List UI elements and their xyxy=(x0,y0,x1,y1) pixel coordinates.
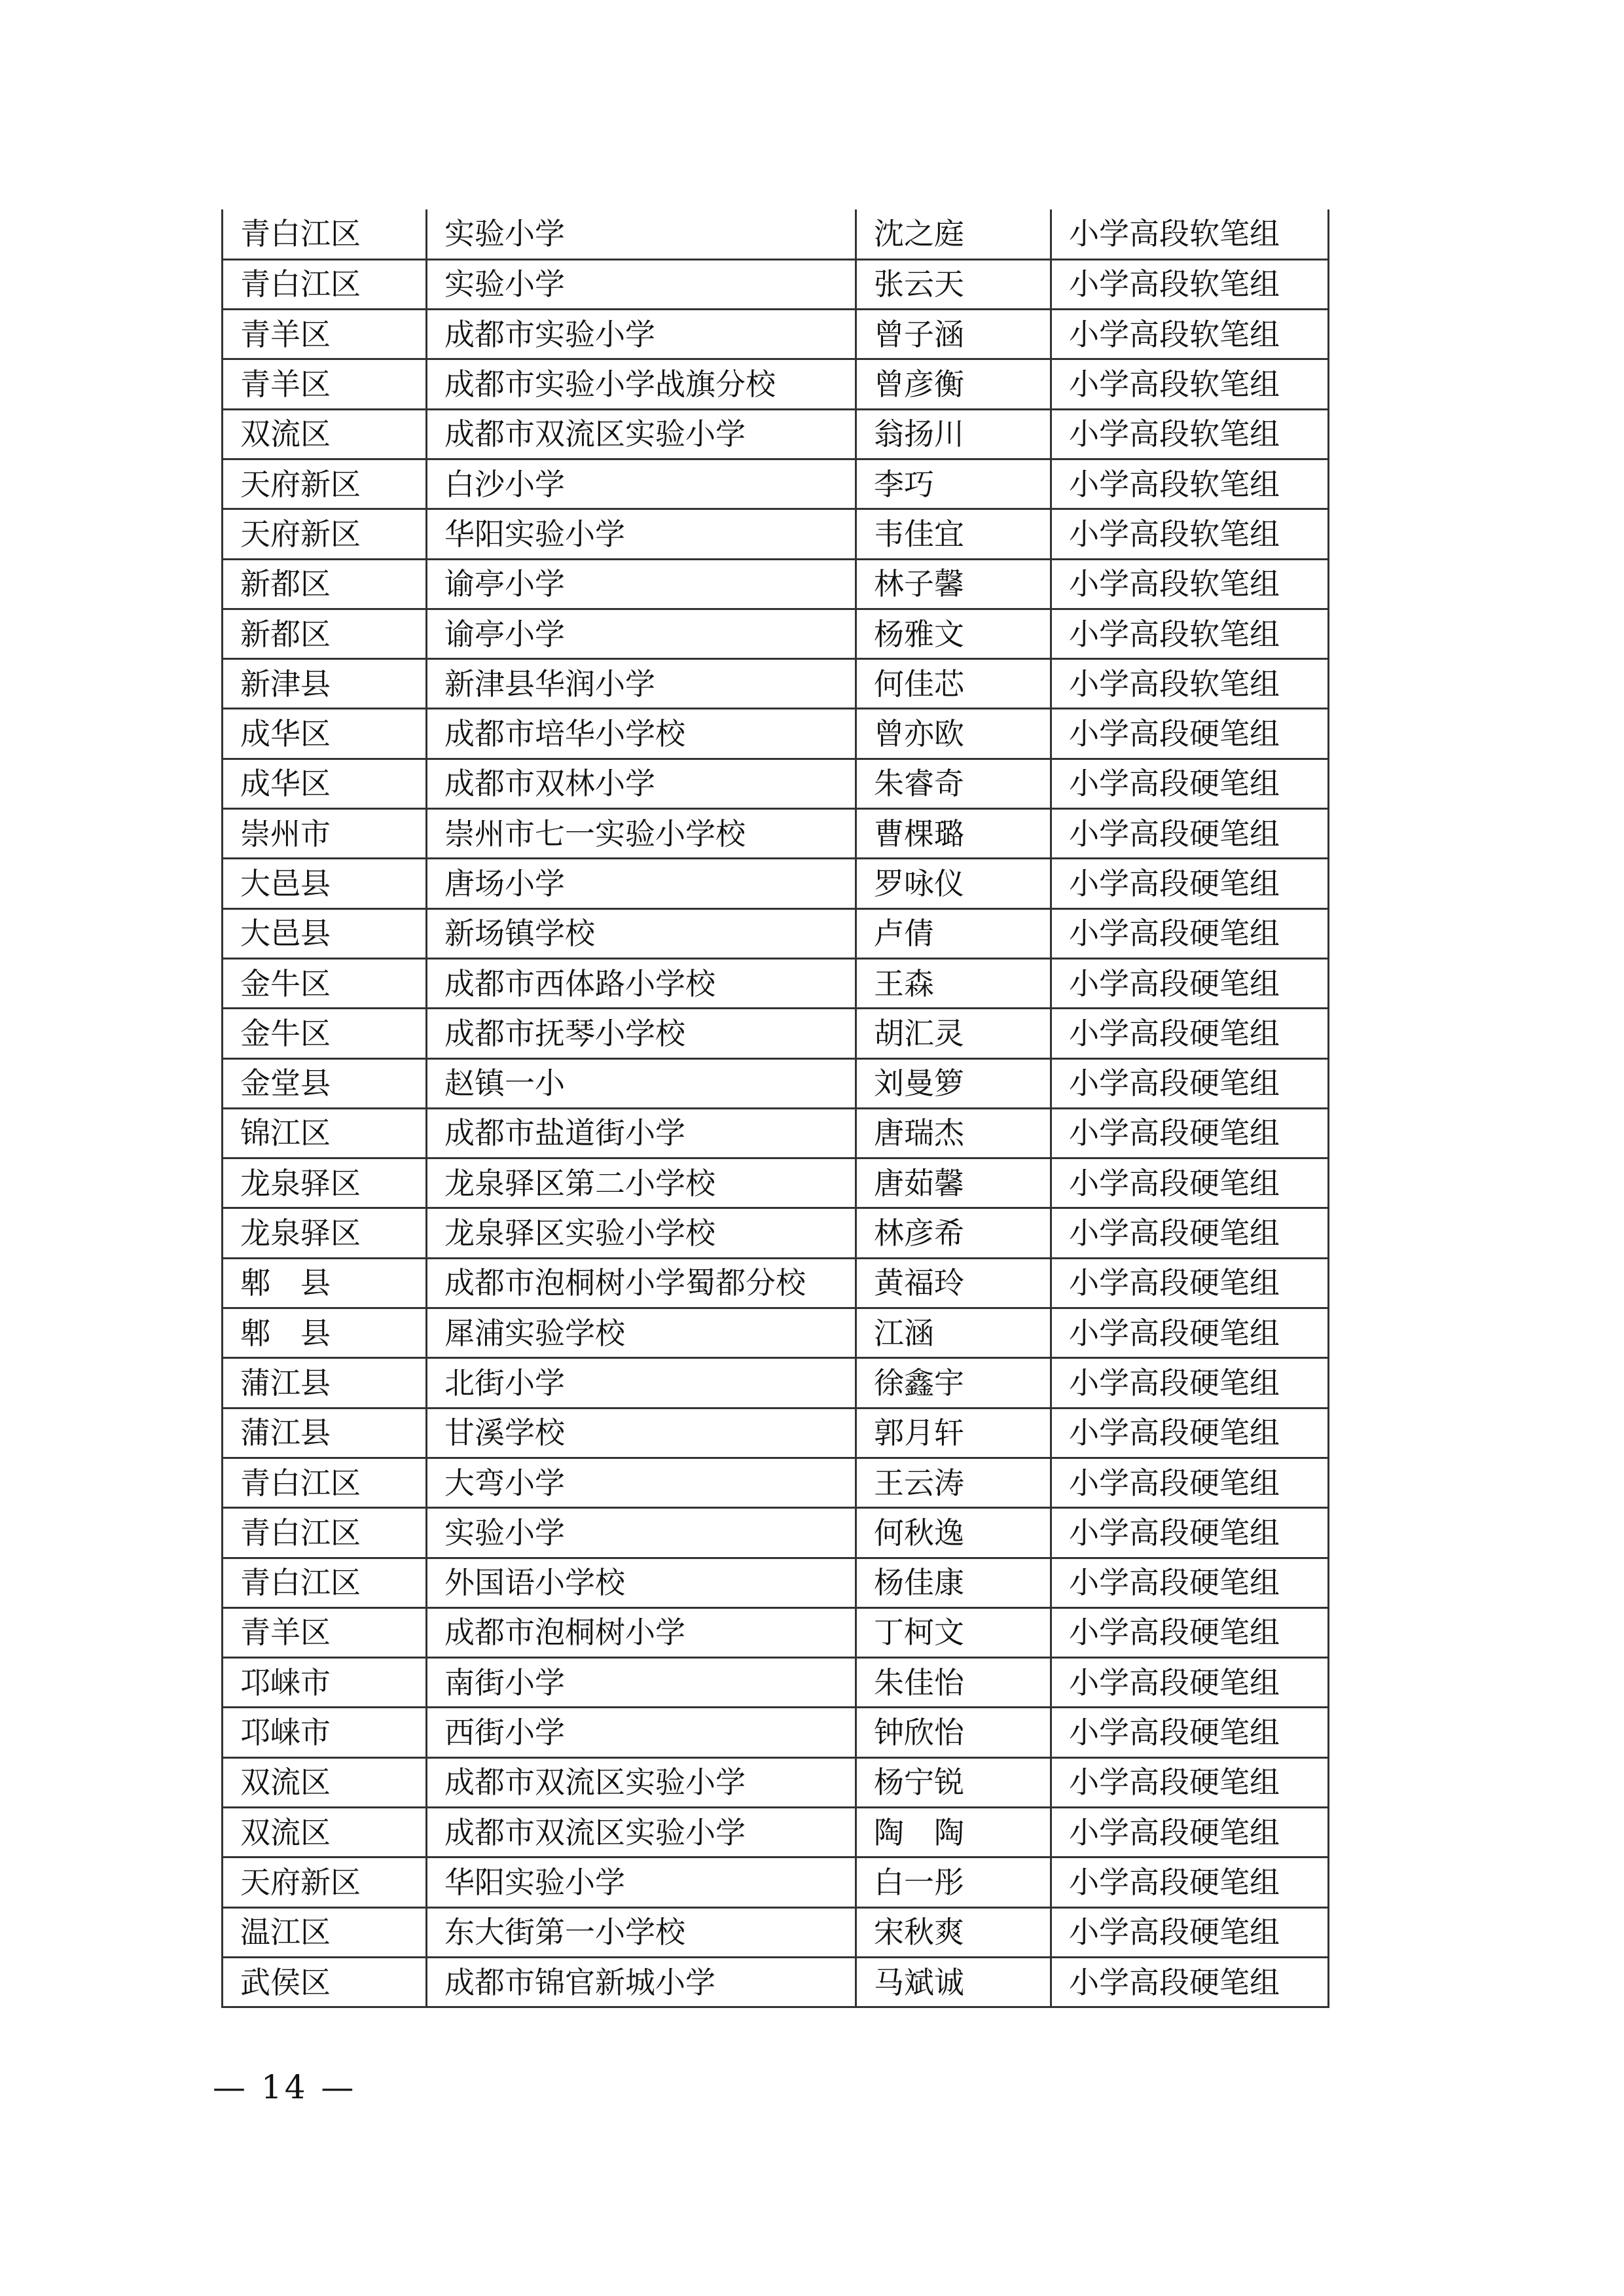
category-cell: 小学高段硬笔组 xyxy=(1051,1957,1329,2007)
table-row xyxy=(223,1957,1329,2007)
district-cell: 蒲江县 xyxy=(223,1358,427,1408)
category-cell: 小学高段硬笔组 xyxy=(1051,759,1329,808)
category-cell: 小学高段硬笔组 xyxy=(1051,1408,1329,1458)
category-cell: 小学高段硬笔组 xyxy=(1051,1658,1329,1708)
district-cell: 武侯区 xyxy=(223,1957,427,2007)
student-name-cell: 唐瑞杰 xyxy=(856,1108,1051,1158)
category-cell: 小学高段软笔组 xyxy=(1051,310,1329,359)
category-cell: 小学高段软笔组 xyxy=(1051,209,1329,259)
district-cell: 青羊区 xyxy=(223,1607,427,1657)
student-name-cell: 卢倩 xyxy=(856,908,1051,958)
student-name-cell: 马斌诚 xyxy=(856,1957,1051,2007)
table-row xyxy=(223,1607,1329,1657)
school-cell: 成都市泡桐树小学 xyxy=(427,1607,856,1657)
student-name-cell: 沈之庭 xyxy=(856,209,1051,259)
student-name-cell: 刘曼箩 xyxy=(856,1058,1051,1108)
school-cell: 新津县华润小学 xyxy=(427,659,856,709)
school-cell: 西街小学 xyxy=(427,1708,856,1757)
table-row xyxy=(223,1658,1329,1708)
roster-table xyxy=(221,209,1329,2008)
category-cell: 小学高段软笔组 xyxy=(1051,259,1329,309)
roster-table-container xyxy=(221,209,1327,2008)
student-name-cell: 徐鑫宇 xyxy=(856,1358,1051,1408)
school-cell: 成都市双林小学 xyxy=(427,759,856,808)
student-name-cell: 宋秋爽 xyxy=(856,1907,1051,1957)
table-row xyxy=(223,1108,1329,1158)
school-cell: 赵镇一小 xyxy=(427,1058,856,1108)
district-cell: 龙泉驿区 xyxy=(223,1158,427,1208)
student-name-cell: 罗咏仪 xyxy=(856,859,1051,908)
school-cell: 成都市实验小学战旗分校 xyxy=(427,359,856,409)
category-cell: 小学高段硬笔组 xyxy=(1051,958,1329,1008)
district-cell: 崇州市 xyxy=(223,809,427,859)
table-row xyxy=(223,1907,1329,1957)
student-name-cell: 林彦希 xyxy=(856,1208,1051,1258)
school-cell: 成都市西体路小学校 xyxy=(427,958,856,1008)
category-cell: 小学高段硬笔组 xyxy=(1051,1058,1329,1108)
table-row xyxy=(223,958,1329,1008)
table-row xyxy=(223,209,1329,259)
district-cell: 金牛区 xyxy=(223,1009,427,1058)
district-cell: 郫 县 xyxy=(223,1258,427,1308)
category-cell: 小学高段硬笔组 xyxy=(1051,1808,1329,1857)
table-row xyxy=(223,1508,1329,1558)
category-cell: 小学高段硬笔组 xyxy=(1051,1508,1329,1558)
student-name-cell: 江涵 xyxy=(856,1308,1051,1358)
table-row xyxy=(223,1708,1329,1757)
table-row xyxy=(223,1258,1329,1308)
table-row xyxy=(223,1158,1329,1208)
category-cell: 小学高段硬笔组 xyxy=(1051,1208,1329,1258)
table-row xyxy=(223,609,1329,658)
student-name-cell: 唐茹馨 xyxy=(856,1158,1051,1208)
table-row xyxy=(223,310,1329,359)
table-row xyxy=(223,759,1329,808)
table-row xyxy=(223,1308,1329,1358)
school-cell: 甘溪学校 xyxy=(427,1408,856,1458)
table-row xyxy=(223,1009,1329,1058)
category-cell: 小学高段硬笔组 xyxy=(1051,1757,1329,1807)
district-cell: 青白江区 xyxy=(223,259,427,309)
student-name-cell: 曾子涵 xyxy=(856,310,1051,359)
district-cell: 新都区 xyxy=(223,609,427,658)
district-cell: 锦江区 xyxy=(223,1108,427,1158)
district-cell: 双流区 xyxy=(223,409,427,459)
student-name-cell: 翁扬川 xyxy=(856,409,1051,459)
school-cell: 犀浦实验学校 xyxy=(427,1308,856,1358)
school-cell: 成都市培华小学校 xyxy=(427,709,856,759)
student-name-cell: 何秋逸 xyxy=(856,1508,1051,1558)
student-name-cell: 陶 陶 xyxy=(856,1808,1051,1857)
district-cell: 青白江区 xyxy=(223,209,427,259)
school-cell: 实验小学 xyxy=(427,209,856,259)
school-cell: 白沙小学 xyxy=(427,459,856,509)
student-name-cell: 朱佳怡 xyxy=(856,1658,1051,1708)
table-row xyxy=(223,1058,1329,1108)
table-row xyxy=(223,908,1329,958)
school-cell: 成都市泡桐树小学蜀都分校 xyxy=(427,1258,856,1308)
district-cell: 天府新区 xyxy=(223,1857,427,1907)
table-row xyxy=(223,709,1329,759)
student-name-cell: 白一彤 xyxy=(856,1857,1051,1907)
district-cell: 青羊区 xyxy=(223,359,427,409)
category-cell: 小学高段硬笔组 xyxy=(1051,859,1329,908)
table-row xyxy=(223,1808,1329,1857)
table-row xyxy=(223,509,1329,559)
table-row xyxy=(223,1358,1329,1408)
category-cell: 小学高段软笔组 xyxy=(1051,659,1329,709)
student-name-cell: 杨雅文 xyxy=(856,609,1051,658)
table-row xyxy=(223,1458,1329,1507)
student-name-cell: 王森 xyxy=(856,958,1051,1008)
district-cell: 天府新区 xyxy=(223,509,427,559)
category-cell: 小学高段硬笔组 xyxy=(1051,809,1329,859)
school-cell: 谕亭小学 xyxy=(427,609,856,658)
district-cell: 青白江区 xyxy=(223,1558,427,1607)
school-cell: 成都市双流区实验小学 xyxy=(427,1757,856,1807)
table-row xyxy=(223,459,1329,509)
district-cell: 青羊区 xyxy=(223,310,427,359)
student-name-cell: 曾亦欧 xyxy=(856,709,1051,759)
district-cell: 成华区 xyxy=(223,709,427,759)
category-cell: 小学高段硬笔组 xyxy=(1051,1607,1329,1657)
table-row xyxy=(223,409,1329,459)
school-cell: 新场镇学校 xyxy=(427,908,856,958)
school-cell: 华阳实验小学 xyxy=(427,509,856,559)
district-cell: 青白江区 xyxy=(223,1458,427,1507)
student-name-cell: 郭月轩 xyxy=(856,1408,1051,1458)
district-cell: 双流区 xyxy=(223,1808,427,1857)
district-cell: 大邑县 xyxy=(223,859,427,908)
school-cell: 成都市双流区实验小学 xyxy=(427,409,856,459)
district-cell: 新都区 xyxy=(223,559,427,609)
district-cell: 天府新区 xyxy=(223,459,427,509)
student-name-cell: 钟欣怡 xyxy=(856,1708,1051,1757)
student-name-cell: 丁柯文 xyxy=(856,1607,1051,1657)
school-cell: 南街小学 xyxy=(427,1658,856,1708)
category-cell: 小学高段硬笔组 xyxy=(1051,1458,1329,1507)
school-cell: 外国语小学校 xyxy=(427,1558,856,1607)
category-cell: 小学高段硬笔组 xyxy=(1051,1258,1329,1308)
district-cell: 郫 县 xyxy=(223,1308,427,1358)
school-cell: 实验小学 xyxy=(427,259,856,309)
district-cell: 邛崃市 xyxy=(223,1658,427,1708)
district-cell: 金牛区 xyxy=(223,958,427,1008)
table-row xyxy=(223,659,1329,709)
category-cell: 小学高段硬笔组 xyxy=(1051,1907,1329,1957)
category-cell: 小学高段硬笔组 xyxy=(1051,1708,1329,1757)
district-cell: 蒲江县 xyxy=(223,1408,427,1458)
student-name-cell: 曾彦衡 xyxy=(856,359,1051,409)
school-cell: 成都市抚琴小学校 xyxy=(427,1009,856,1058)
school-cell: 龙泉驿区第二小学校 xyxy=(427,1158,856,1208)
student-name-cell: 胡汇灵 xyxy=(856,1009,1051,1058)
school-cell: 唐场小学 xyxy=(427,859,856,908)
student-name-cell: 张云天 xyxy=(856,259,1051,309)
district-cell: 双流区 xyxy=(223,1757,427,1807)
district-cell: 大邑县 xyxy=(223,908,427,958)
school-cell: 大弯小学 xyxy=(427,1458,856,1507)
category-cell: 小学高段硬笔组 xyxy=(1051,1009,1329,1058)
school-cell: 成都市双流区实验小学 xyxy=(427,1808,856,1857)
category-cell: 小学高段硬笔组 xyxy=(1051,709,1329,759)
table-row xyxy=(223,1857,1329,1907)
student-name-cell: 李巧 xyxy=(856,459,1051,509)
roster-table-body xyxy=(223,209,1329,2007)
student-name-cell: 曹棵璐 xyxy=(856,809,1051,859)
category-cell: 小学高段硬笔组 xyxy=(1051,908,1329,958)
district-cell: 新津县 xyxy=(223,659,427,709)
school-cell: 东大街第一小学校 xyxy=(427,1907,856,1957)
student-name-cell: 韦佳宜 xyxy=(856,509,1051,559)
school-cell: 成都市盐道街小学 xyxy=(427,1108,856,1158)
school-cell: 实验小学 xyxy=(427,1508,856,1558)
district-cell: 金堂县 xyxy=(223,1058,427,1108)
category-cell: 小学高段软笔组 xyxy=(1051,609,1329,658)
table-row xyxy=(223,559,1329,609)
table-row xyxy=(223,809,1329,859)
school-cell: 龙泉驿区实验小学校 xyxy=(427,1208,856,1258)
page-number: — 14 — xyxy=(213,2068,357,2106)
student-name-cell: 王云涛 xyxy=(856,1458,1051,1507)
district-cell: 邛崃市 xyxy=(223,1708,427,1757)
school-cell: 华阳实验小学 xyxy=(427,1857,856,1907)
student-name-cell: 杨宁锐 xyxy=(856,1757,1051,1807)
category-cell: 小学高段软笔组 xyxy=(1051,359,1329,409)
table-row xyxy=(223,1558,1329,1607)
table-row xyxy=(223,1408,1329,1458)
school-cell: 成都市锦官新城小学 xyxy=(427,1957,856,2007)
table-row xyxy=(223,259,1329,309)
school-cell: 成都市实验小学 xyxy=(427,310,856,359)
table-row xyxy=(223,359,1329,409)
category-cell: 小学高段软笔组 xyxy=(1051,409,1329,459)
category-cell: 小学高段硬笔组 xyxy=(1051,1558,1329,1607)
district-cell: 温江区 xyxy=(223,1907,427,1957)
school-cell: 谕亭小学 xyxy=(427,559,856,609)
school-cell: 北街小学 xyxy=(427,1358,856,1408)
table-row xyxy=(223,1757,1329,1807)
category-cell: 小学高段软笔组 xyxy=(1051,559,1329,609)
student-name-cell: 黄福玲 xyxy=(856,1258,1051,1308)
district-cell: 成华区 xyxy=(223,759,427,808)
category-cell: 小学高段硬笔组 xyxy=(1051,1158,1329,1208)
district-cell: 龙泉驿区 xyxy=(223,1208,427,1258)
district-cell: 青白江区 xyxy=(223,1508,427,1558)
category-cell: 小学高段硬笔组 xyxy=(1051,1358,1329,1408)
category-cell: 小学高段软笔组 xyxy=(1051,459,1329,509)
table-row xyxy=(223,1208,1329,1258)
student-name-cell: 林子馨 xyxy=(856,559,1051,609)
student-name-cell: 朱睿奇 xyxy=(856,759,1051,808)
category-cell: 小学高段硬笔组 xyxy=(1051,1108,1329,1158)
category-cell: 小学高段硬笔组 xyxy=(1051,1308,1329,1358)
school-cell: 崇州市七一实验小学校 xyxy=(427,809,856,859)
student-name-cell: 杨佳康 xyxy=(856,1558,1051,1607)
student-name-cell: 何佳芯 xyxy=(856,659,1051,709)
category-cell: 小学高段软笔组 xyxy=(1051,509,1329,559)
table-row xyxy=(223,859,1329,908)
category-cell: 小学高段硬笔组 xyxy=(1051,1857,1329,1907)
